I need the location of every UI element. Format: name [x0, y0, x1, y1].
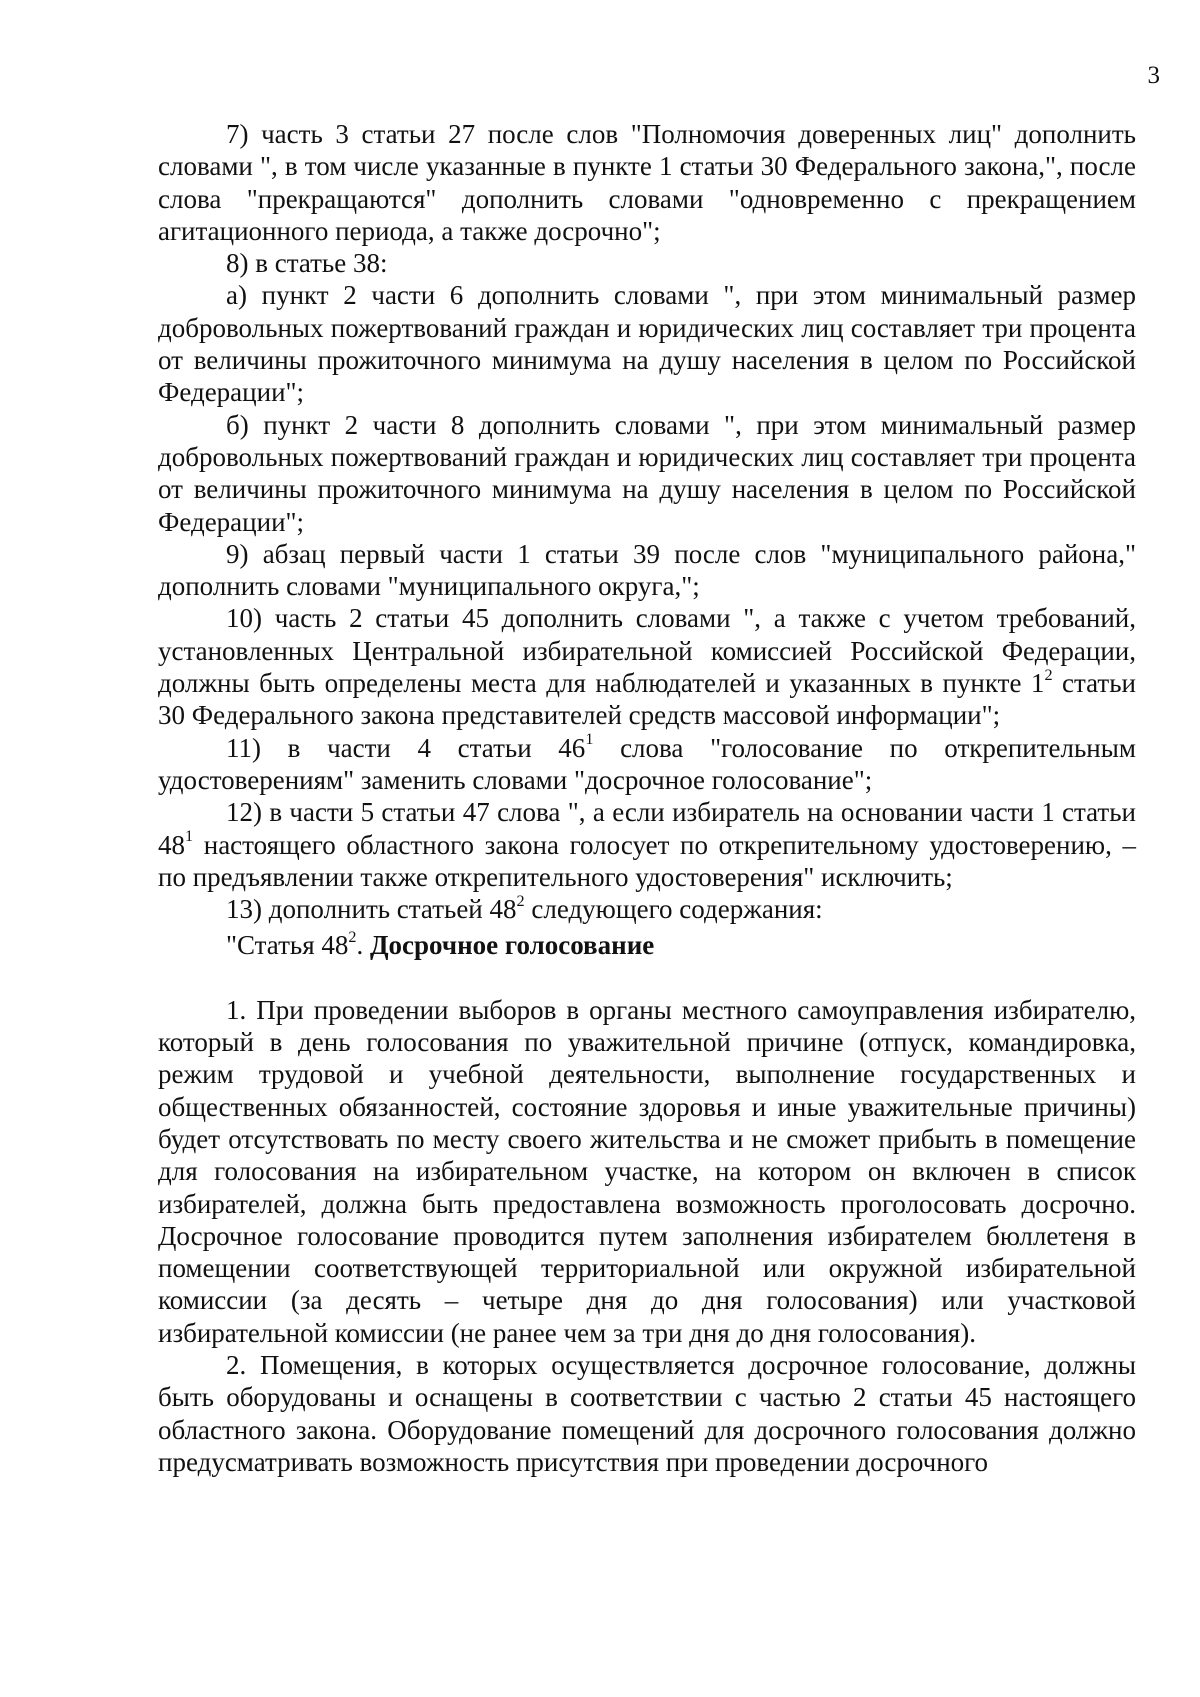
document-body	[158, 118, 1136, 1478]
paragraph-1: 1. При проведении выборов в органы местного самоуправления избирателю, который в день голосования по уважительной причине (отпуск, командировка, режим трудовой и учебной деятельности, выполнение государственных и общественных обязанностей, состояние здоровья и иные уважительные причины) будет отсутствовать по месту своего жительства и не сможет прибыть в помещение для голосования на избирательном участке, на котором он включен в список избирателей, должна быть предоставлена возможность проголосовать досрочно. Досрочное голосование проводится путем заполнения избирателем бюллетеня в помещении соответствующей территориальной или окружной избирательной комиссии (за десять – четыре дня до дня голосования) или участковой избирательной комиссии (не ранее чем за три дня до дня голосования).	[158, 994, 1136, 1348]
item-11-superscript: 1	[585, 730, 594, 749]
item-13	[158, 893, 1136, 925]
item-10-text-b: статьи 30 Федерального закона представителей средств массовой информации";	[158, 668, 1136, 731]
spacer	[158, 962, 1136, 994]
item-8: 8) в статье 38:	[226, 248, 388, 279]
item-10-text-a: 10) часть 2 статьи 45 дополнить словами ", а также с учетом требований, установленных Центральной избирательной комиссией Российской Федерации, должны быть определены места для наблюдателей и указанных в пункте 1	[158, 603, 1136, 699]
article-superscript: 2	[348, 928, 357, 946]
item-11-text-a: 11) в части 4 статьи 46	[226, 732, 586, 763]
item-13-text-b: следующего содержания:	[524, 894, 823, 925]
item-11-text-b: слова "голосование по открепительным удостоверениям" заменить словами "досрочное голосование";	[158, 732, 1136, 795]
item-7: 7) часть 3 статьи 27 после слов "Полномочия доверенных лиц" дополнить словами ", в том числе указанные в пункте 1 статьи 30 Федерального закона,", после слова "прекращаются" дополнить словами "одновременно с прекращением агитационного периода, а также досрочно";	[158, 119, 1136, 246]
item-12-text-a: 12) в части 5 статьи 47 слова ", а если избиратель на основании части 1 статьи 48	[158, 797, 1136, 860]
paragraph-2: 2. Помещения, в которых осуществляется досрочное голосование, должны быть оборудованы и оснащены в соответствии с частью 2 статьи 45 настоящего областного закона. Оборудование помещений для досрочного голосования должно предусматривать возможность присутствия при проведении досрочного	[158, 1349, 1136, 1477]
article-dot: .	[356, 930, 370, 961]
item-10	[158, 602, 1136, 731]
item-12	[158, 796, 1136, 893]
item-13-superscript: 2	[516, 891, 525, 910]
item-8b: б) пункт 2 части 8 дополнить словами ", при этом минимальный размер добровольных пожертвований граждан и юридических лиц составляет три процента от величины прожиточного минимума на душу населения в целом по Российской Федерации";	[158, 409, 1136, 537]
article-prefix: "Статья 48	[226, 930, 349, 961]
item-12-superscript: 1	[185, 827, 194, 846]
item-11	[158, 732, 1136, 797]
item-9: 9) абзац первый части 1 статьи 39 после слов "муниципального района," дополнить словами "муниципального округа,";	[158, 538, 1136, 602]
item-12-text-b: настоящего областного закона голосует по открепительному удостоверению, – по предъявлении также открепительного удостоверения" исключить;	[158, 829, 1136, 892]
article-heading	[158, 929, 1136, 961]
article-title: Досрочное голосование	[369, 930, 655, 961]
page-number: 3	[1147, 62, 1160, 89]
item-13-text-a: 13) дополнить статьей 48	[226, 894, 517, 925]
item-10-superscript: 2	[1044, 665, 1053, 684]
item-8a: а) пункт 2 части 6 дополнить словами ", при этом минимальный размер добровольных пожертвований граждан и юридических лиц составляет три процента от величины прожиточного минимума на душу населения в целом по Российской Федерации";	[158, 280, 1136, 408]
